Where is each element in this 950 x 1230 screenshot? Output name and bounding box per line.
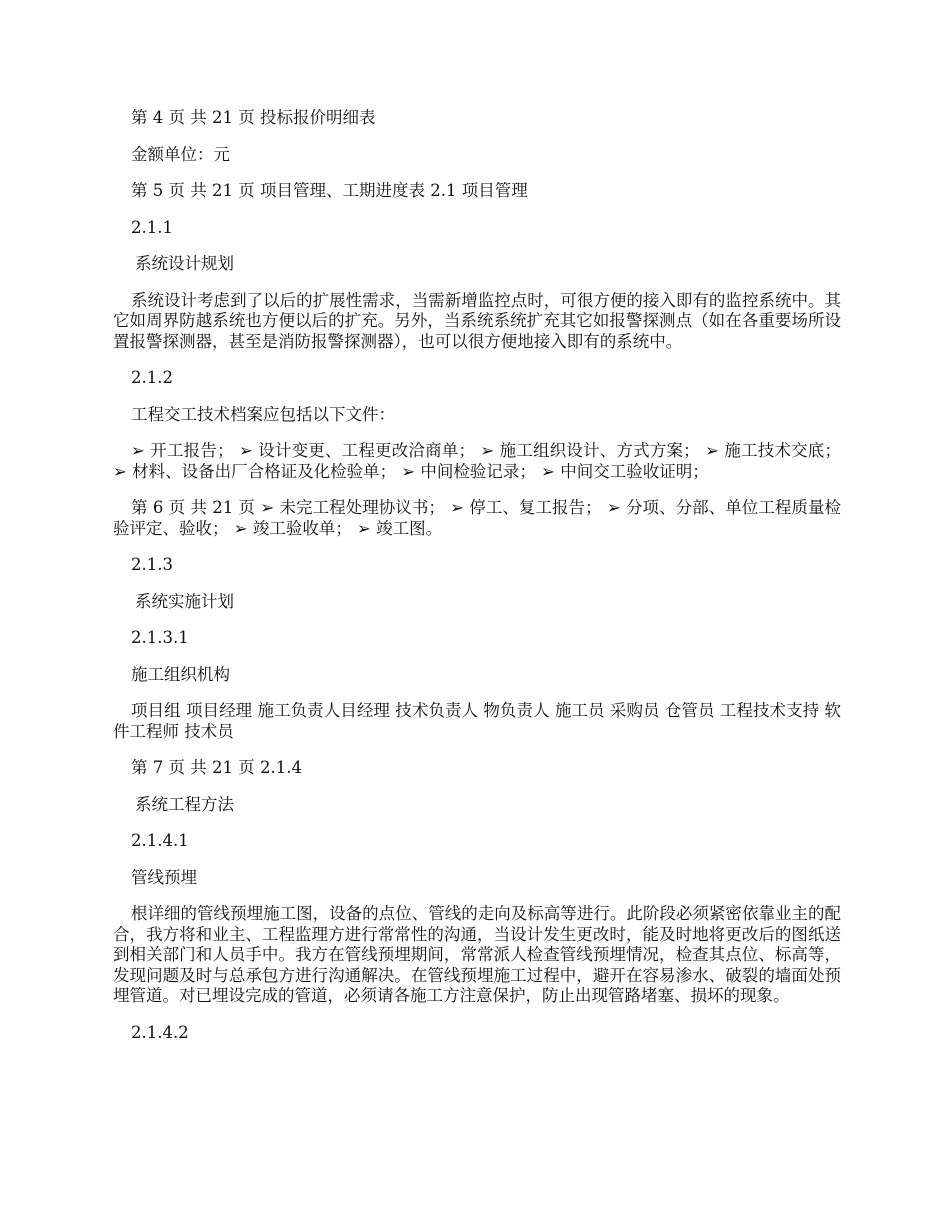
paragraph-pipeline: 根详细的管线预埋施工图，设备的点位、管线的走向及标高等进行。此阶段必须紧密依靠业主的配合，我方将和业主、工程监理方进行常常性的沟通，当设计发生更改时，能及时地将更改后的图纸送到相关部门和人员手中。我方在管线预埋期间，常常派人检查管线预埋情况，检查其点位、标高等，发现问题及时与总承包方进行沟通解决。在管线预埋施工过程中，避开在容易渗水、破裂的墙面处预埋管道。对已埋设完成的管道，必须请各施工方注意保护，防止出现管路堵塞、损坏的现象。 (113, 904, 841, 1005)
page-header-4: 第 4 页 共 21 页 投标报价明细表 (131, 108, 376, 127)
section-title-organization: 施工组织机构 (131, 664, 230, 684)
section-number-2-1-4-1: 2.1.4.1 (131, 831, 189, 850)
section-title-system-design: 系统设计规划 (135, 254, 234, 273)
document-page (113, 108, 841, 1059)
section-number-2-1-3: 2.1.3 (131, 555, 173, 574)
section-title-implementation-plan: 系统实施计划 (135, 591, 234, 611)
section-number-2-1-3-1: 2.1.3.1 (131, 628, 189, 647)
paragraph-organization: 项目组 项目经理 施工负责人目经理 技术负责人 物负责人 施工员 采购员 仓管员 工程技术支持 软件工程师 技术员 (113, 701, 841, 741)
paragraph-archive-intro: 工程交工技术档案应包括以下文件： (131, 404, 395, 424)
amount-unit: 金额单位：元 (131, 144, 230, 164)
paragraph-archive-list-1: ➢ 开工报告； ➢ 设计变更、工程更改洽商单； ➢ 施工组织设计、方式方案； ➢ 施工技术交底； ➢ 材料、设备出厂合格证及化检验单； ➢ 中间检验记录； ➢ 中间交工验收证明； (113, 441, 841, 481)
section-title-engineering-method: 系统工程方法 (135, 794, 234, 814)
page-header-5: 第 5 页 共 21 页 项目管理、工期进度表 2.1 项目管理 (131, 181, 528, 200)
paragraph-system-design: 系统设计考虑到了以后的扩展性需求，当需新增监控点时，可很方便的接入即有的监控系统中。其它如周界防越系统也方便以后的扩充。另外，当系统系统扩充其它如报警探测点（如在各重要场所设置报警探测器，甚至是消防报警探测器），也可以很方便地接入即有的系统中。 (113, 290, 841, 351)
page-header-7: 第 7 页 共 21 页 2.1.4 (131, 758, 302, 777)
paragraph-archive-list-2: 第 6 页 共 21 页 ➢ 未完工程处理协议书； ➢ 停工、复工报告； ➢ 分项、分部、单位工程质量检验评定、验收； ➢ 竣工验收单； ➢ 竣工图。 (113, 498, 841, 538)
section-number-2-1-1: 2.1.1 (131, 217, 173, 237)
section-number-2-1-4-2: 2.1.4.2 (131, 1022, 189, 1042)
section-number-2-1-2: 2.1.2 (131, 368, 173, 387)
section-title-pipeline: 管线预埋 (131, 867, 197, 887)
